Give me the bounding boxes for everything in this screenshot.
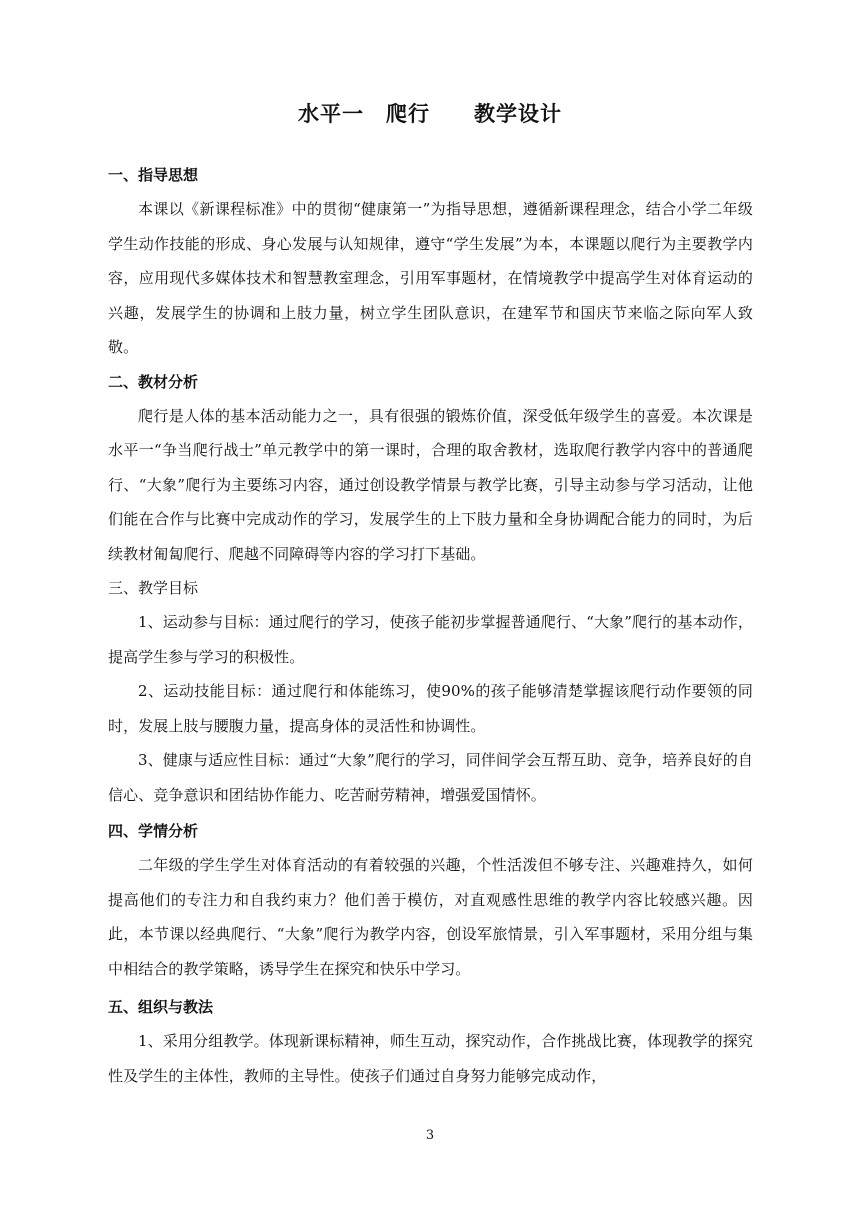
section-teaching-goals bbox=[108, 571, 753, 812]
section-organization-methods bbox=[108, 990, 753, 1093]
page-number: 3 bbox=[425, 1128, 435, 1143]
section-heading: 四、学情分析 bbox=[108, 822, 199, 840]
document-body bbox=[108, 158, 753, 1093]
paragraph: 1、采用分组教学。体现新课标精神，师生互动，探究动作，合作挑战比赛，体现教学的探究性及学生的主体性，教师的主导性。使孩子们通过自身努力能够完成动作， bbox=[108, 1032, 753, 1085]
paragraph: 本课以《新课程标准》中的贯彻“健康第一”为指导思想，遵循新课程理念，结合小学二年级学生动作技能的形成、身心发展与认知规律，遵守“学生发展”为本，本课题以爬行为主要教学内容，应用现代多媒体技术和智慧教室理念，引用军事题材，在情境教学中提高学生对体育运动的兴趣，发展学生的协调和上肢力量，树立学生团队意识，在建军节和国庆节来临之际向军人致敬。 bbox=[108, 200, 753, 356]
section-heading: 二、教材分析 bbox=[108, 372, 199, 391]
paragraph: 二年级的学生学生对体育活动的有着较强的兴趣，个性活泼但不够专注、兴趣难持久，如何提高他们的专注力和自我约束力？他们善于模仿，对直观感性思维的教学内容比较感兴趣。因此，本节课以经典爬行、“大象”爬行为教学内容，创设军旅情景，引入军事题材，采用分组与集中相结合的教学策略，诱导学生在探究和快乐中学习。 bbox=[108, 856, 753, 978]
paragraph: 3、健康与适应性目标：通过“大象”爬行的学习，同伴间学会互帮互助、竞争，培养良好的自信心、竞争意识和团结协作能力、吃苦耐劳精神，增强爱国情怀。 bbox=[108, 751, 753, 804]
paragraph: 2、运动技能目标：通过爬行和体能练习，使90%的孩子能够清楚掌握该爬行动作要领的同时，发展上肢与腰腹力量，提高身体的灵活性和协调性。 bbox=[108, 682, 753, 735]
section-heading: 五、组织与教法 bbox=[108, 998, 214, 1016]
section-material-analysis bbox=[108, 365, 753, 572]
section-heading: 一、指导思想 bbox=[108, 166, 199, 184]
paragraph: 爬行是人体的基本活动能力之一，具有很强的锻炼价值，深受低年级学生的喜爱。本次课是水平一“争当爬行战士”单元教学中的第一课时，合理的取舍教材，选取爬行教学内容中的普通爬行、“大象”爬行为主要练习内容，通过创设教学情景与教学比赛，引导主动参与学习活动，让他们能在合作与比赛中完成动作的学习，发展学生的上下肢力量和全身协调配合能力的同时，为后续教材匍匐爬行、爬越不同障碍等内容的学习打下基础。 bbox=[108, 406, 753, 563]
document-title: 水平一 爬行 教学设计 bbox=[298, 102, 562, 126]
section-heading: 三、教学目标 bbox=[108, 579, 199, 597]
section-guiding-thought bbox=[108, 158, 753, 365]
paragraph: 1、运动参与目标：通过爬行的学习，使孩子能初步掌握普通爬行、“大象”爬行的基本动作，提高学生参与学习的积极性。 bbox=[108, 613, 753, 666]
section-student-analysis bbox=[108, 814, 753, 986]
